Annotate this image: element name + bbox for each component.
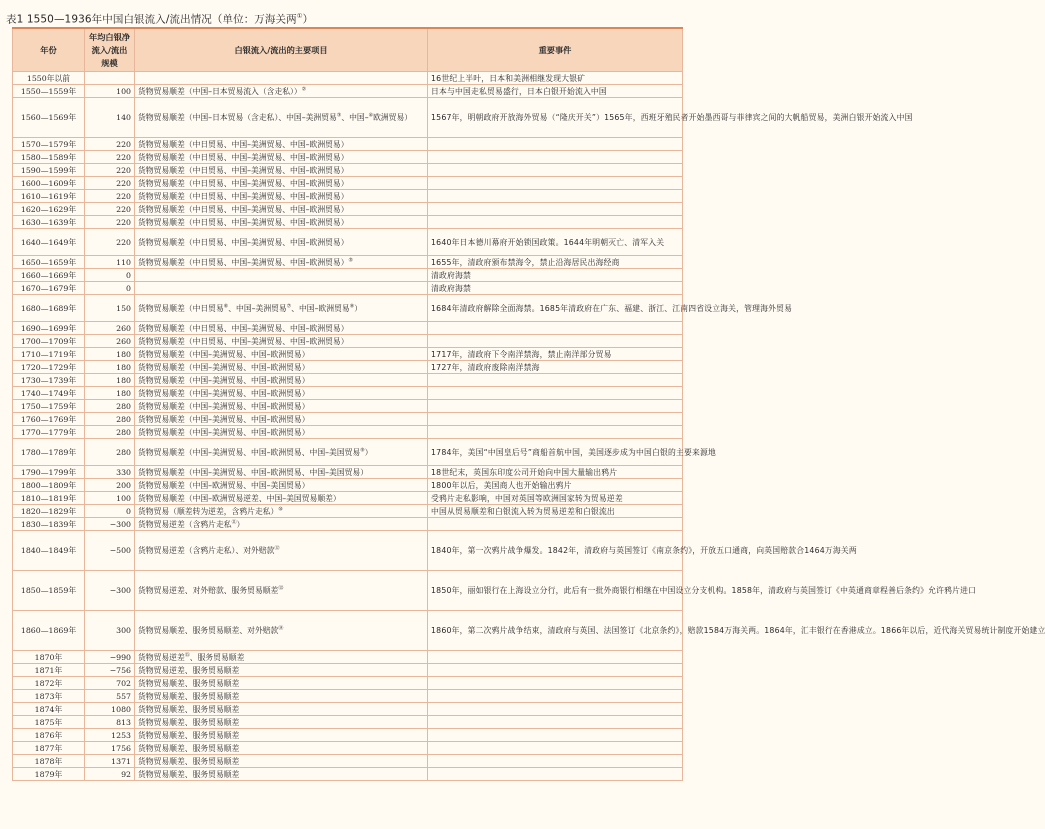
row-events <box>428 690 683 703</box>
row-events <box>428 151 683 164</box>
row-items: 货物贸易顺差、服务贸易顺差 <box>135 690 428 703</box>
row-events: 1800年以后，美国商人也开始输出鸦片 <box>428 479 683 492</box>
row-events <box>428 651 683 664</box>
row-year: 1610—1619年 <box>13 190 85 203</box>
row-year: 1872年 <box>13 677 85 690</box>
row-items-text: 、中国– <box>341 113 369 122</box>
row-items-text: ） <box>236 519 245 529</box>
row-year: 1590—1599年 <box>13 164 85 177</box>
row-flow-value: 180 <box>85 374 135 387</box>
row-items: 货物贸易顺差、服务贸易顺差 <box>135 677 428 690</box>
row-flow-value: 1080 <box>85 703 135 716</box>
row-events: 1640年日本德川幕府开始锁国政策。1644年明朝灭亡、清军入关 <box>428 229 683 256</box>
row-items: 货物贸易顺差、服务贸易顺差 <box>135 755 428 768</box>
table-row <box>13 203 683 216</box>
table-row <box>13 374 683 387</box>
footnote-mark: ⑩ <box>278 505 283 512</box>
table-row <box>13 216 683 229</box>
row-flow-value: 280 <box>85 400 135 413</box>
row-items: 货物贸易顺差、服务贸易顺差 <box>135 703 428 716</box>
footnote-mark: ⑮ <box>184 651 190 658</box>
row-flow-value: 557 <box>85 690 135 703</box>
table-row <box>13 335 683 348</box>
row-items: 货物贸易顺差（中国–美洲贸易、中国–欧洲贸易） <box>135 413 428 426</box>
row-items: 货物贸易顺差（中国–美洲贸易、中国–欧洲贸易） <box>135 348 428 361</box>
row-year: 1720—1729年 <box>13 361 85 374</box>
table-row <box>13 768 683 781</box>
row-items: 货物贸易顺差（中国–美洲贸易、中国–欧洲贸易） <box>135 387 428 400</box>
row-items <box>135 256 428 269</box>
row-year: 1770—1779年 <box>13 426 85 439</box>
footnote-mark: ⑭ <box>278 625 284 632</box>
row-year: 1876年 <box>13 729 85 742</box>
row-flow-value: 330 <box>85 466 135 479</box>
row-items <box>135 295 428 322</box>
table-row <box>13 361 683 374</box>
row-items: 货物贸易顺差（中日贸易、中国–美洲贸易、中国–欧洲贸易） <box>135 164 428 177</box>
row-flow-value: 180 <box>85 387 135 400</box>
table-caption <box>6 9 313 27</box>
row-events: 1850年，丽如银行在上海设立分行，此后有一批外商银行相继在中国设立分支机构。1858年，清政府与英国签订《中英通商章程善后条约》允许鸦片进口 <box>428 571 683 611</box>
table-row <box>13 611 683 651</box>
caption-close: ） <box>302 13 314 26</box>
footnote-mark: ⑥ <box>223 302 229 309</box>
row-items: 货物贸易顺差（中国–美洲贸易、中国–欧洲贸易） <box>135 374 428 387</box>
row-events <box>428 387 683 400</box>
row-items: 货物贸易顺差、服务贸易顺差 <box>135 716 428 729</box>
row-flow-value: −300 <box>85 571 135 611</box>
row-year: 1550—1559年 <box>13 85 85 98</box>
row-year: 1560—1569年 <box>13 98 85 138</box>
row-year: 1871年 <box>13 664 85 677</box>
row-events <box>428 729 683 742</box>
row-items: 货物贸易顺差、服务贸易顺差 <box>135 729 428 742</box>
row-year: 1570—1579年 <box>13 138 85 151</box>
table-row <box>13 716 683 729</box>
table-row <box>13 322 683 335</box>
row-flow-value: 220 <box>85 229 135 256</box>
row-year: 1790—1799年 <box>13 466 85 479</box>
row-year: 1640—1649年 <box>13 229 85 256</box>
row-events <box>428 203 683 216</box>
table-row <box>13 151 683 164</box>
row-year: 1820—1829年 <box>13 505 85 518</box>
footnote-mark: ⑧ <box>349 302 355 309</box>
row-year: 1850—1859年 <box>13 571 85 611</box>
row-events <box>428 664 683 677</box>
row-items-text: 货物贸易顺差（中国–日本贸易（含走私）、中国–美洲贸易 <box>138 113 337 122</box>
row-flow-value: 220 <box>85 164 135 177</box>
caption-text: 表1 1550—1936年中国白银流入/流出情况（单位：万海关两 <box>6 13 297 26</box>
row-flow-value: −500 <box>85 531 135 571</box>
footnote-mark: ⑬ <box>278 585 284 592</box>
row-flow-value: 220 <box>85 190 135 203</box>
row-year: 1730—1739年 <box>13 374 85 387</box>
row-flow-value: 1371 <box>85 755 135 768</box>
row-flow-value: 0 <box>85 282 135 295</box>
row-items: 货物贸易顺差、服务贸易顺差 <box>135 768 428 781</box>
row-events <box>428 742 683 755</box>
row-year: 1750—1759年 <box>13 400 85 413</box>
table-row <box>13 466 683 479</box>
row-events <box>428 755 683 768</box>
table-row <box>13 531 683 571</box>
row-items: 货物贸易顺差（中国–美洲贸易、中国–欧洲贸易） <box>135 400 428 413</box>
table-row <box>13 664 683 677</box>
row-items: 货物贸易顺差（中日贸易、中国–美洲贸易、中国–欧洲贸易） <box>135 138 428 151</box>
row-events: 1784年，美国“中国皇后号”商船首航中国，美国逐步成为中国白银的主要来源地 <box>428 439 683 466</box>
row-items-text: 货物贸易顺差（中日贸易、中国–美洲贸易、中国–欧洲贸易） <box>138 257 349 267</box>
row-events <box>428 190 683 203</box>
row-items <box>135 611 428 651</box>
row-items-text: 欧洲贸易 <box>373 113 405 122</box>
row-year: 1874年 <box>13 703 85 716</box>
footnote-mark: ⑨ <box>360 446 365 453</box>
row-events <box>428 518 683 531</box>
row-items: 货物贸易逆差、服务贸易顺差 <box>135 664 428 677</box>
table-row <box>13 348 683 361</box>
row-items-text: 货物贸易（顺差转为逆差，含鸦片走私） <box>138 506 279 516</box>
table-row <box>13 85 683 98</box>
row-items: 货物贸易顺差、服务贸易顺差 <box>135 742 428 755</box>
table-row <box>13 72 683 85</box>
row-flow-value: 180 <box>85 348 135 361</box>
caption-footnote-mark: ① <box>296 12 303 20</box>
row-flow-value: 220 <box>85 138 135 151</box>
row-year: 1780—1789年 <box>13 439 85 466</box>
row-items: 货物贸易顺差（中日贸易、中国–美洲贸易、中国–欧洲贸易） <box>135 216 428 229</box>
row-events: 1717年，清政府下令南洋禁海，禁止南洋部分贸易 <box>428 348 683 361</box>
row-year: 1650—1659年 <box>13 256 85 269</box>
header-row <box>13 28 683 72</box>
row-year: 1600—1609年 <box>13 177 85 190</box>
row-items <box>135 439 428 466</box>
row-year: 1740—1749年 <box>13 387 85 400</box>
table-row <box>13 742 683 755</box>
row-items: 货物贸易顺差（中日贸易、中国–美洲贸易、中国–欧洲贸易） <box>135 151 428 164</box>
table-row <box>13 677 683 690</box>
row-events: 受鸦片走私影响，中国对英国等欧洲国家转为贸易逆差 <box>428 492 683 505</box>
table-row <box>13 295 683 322</box>
row-events <box>428 677 683 690</box>
row-items-text: 货物贸易逆差、对外赔款、服务贸易顺差 <box>138 586 279 595</box>
row-events <box>428 164 683 177</box>
table-row <box>13 400 683 413</box>
row-events: 1655年，清政府颁布禁海令，禁止沿海居民出海经商 <box>428 256 683 269</box>
table-row <box>13 492 683 505</box>
row-flow-value: 1253 <box>85 729 135 742</box>
header-year: 年份 <box>13 28 85 72</box>
header-flow: 年均白银净流入/流出规模 <box>85 28 135 72</box>
row-year: 1660—1669年 <box>13 269 85 282</box>
row-flow-value: 260 <box>85 335 135 348</box>
row-events <box>428 177 683 190</box>
row-year: 1670—1679年 <box>13 282 85 295</box>
row-items-text: 、中国–美洲贸易 <box>228 303 287 313</box>
table-row <box>13 651 683 664</box>
table-row <box>13 703 683 716</box>
header-events: 重要事件 <box>428 28 683 72</box>
row-items: 货物贸易顺差（中日贸易、中国–美洲贸易、中国–欧洲贸易） <box>135 203 428 216</box>
table-row <box>13 755 683 768</box>
row-items-text: 货物贸易逆差 <box>138 652 185 662</box>
row-events <box>428 703 683 716</box>
row-items <box>135 505 428 518</box>
row-flow-value: 0 <box>85 269 135 282</box>
row-year: 1873年 <box>13 690 85 703</box>
row-items-text: 货物贸易逆差（含鸦片走私 <box>138 519 232 529</box>
row-events: 1860年，第二次鸦片战争结束，清政府与英国、法国签订《北京条约》，赔款1584万海关两。1864年，汇丰银行在香港成立。1866年以后，近代海关贸易统计制度开始建立 <box>428 611 683 651</box>
row-items-text: ） <box>354 303 362 313</box>
row-items: 货物贸易顺差（中日贸易、中国–美洲贸易、中国–欧洲贸易） <box>135 322 428 335</box>
row-events: 1840年，第一次鸦片战争爆发。1842年，清政府与英国签订《南京条约》，开放五口通商，向英国赔款合1464万海关两 <box>428 531 683 571</box>
row-items: 货物贸易顺差（中国–欧洲贸易逆差、中国–美国贸易顺差） <box>135 492 428 505</box>
row-events: 中国从贸易顺差和白银流入转为贸易逆差和白银流出 <box>428 505 683 518</box>
row-items <box>135 98 428 138</box>
row-events: 日本与中国走私贸易盛行，日本白银开始流入中国 <box>428 85 683 98</box>
row-items-text: 货物贸易顺差（中国–日本贸易流入（含走私）） <box>138 86 302 96</box>
row-year: 1810—1819年 <box>13 492 85 505</box>
row-flow-value: 220 <box>85 177 135 190</box>
row-events: 18世纪末，英国东印度公司开始向中国大量输出鸦片 <box>428 466 683 479</box>
header-items: 白银流入/流出的主要项目 <box>135 28 428 72</box>
row-items-text: 货物贸易逆差（含鸦片走私）、对外赔款 <box>138 546 275 555</box>
silver-flow-table <box>12 27 1045 781</box>
table-row <box>13 164 683 177</box>
row-flow-value: 220 <box>85 203 135 216</box>
table-row <box>13 98 683 138</box>
row-flow-value: 0 <box>85 505 135 518</box>
row-year: 1800—1809年 <box>13 479 85 492</box>
row-events <box>428 400 683 413</box>
table-row <box>13 229 683 256</box>
footnote-mark: ⑪ <box>231 518 237 525</box>
table-row <box>13 518 683 531</box>
table-row <box>13 439 683 466</box>
row-year: 1760—1769年 <box>13 413 85 426</box>
table-row <box>13 177 683 190</box>
row-flow-value: 140 <box>85 98 135 138</box>
row-year: 1550年以前 <box>13 72 85 85</box>
row-year: 1878年 <box>13 755 85 768</box>
row-events <box>428 426 683 439</box>
row-items-text: 货物贸易顺差（中日贸易 <box>138 303 224 313</box>
row-flow-value: 100 <box>85 85 135 98</box>
row-flow-value: 813 <box>85 716 135 729</box>
table-row <box>13 413 683 426</box>
row-year: 1680—1689年 <box>13 295 85 322</box>
row-items: 货物贸易顺差（中国–美洲贸易、中国–欧洲贸易、中国–美国贸易） <box>135 466 428 479</box>
row-items-text: 、服务贸易顺差 <box>189 652 245 662</box>
row-year: 1580—1589年 <box>13 151 85 164</box>
row-events: 清政府海禁 <box>428 282 683 295</box>
table-row <box>13 426 683 439</box>
row-year: 1875年 <box>13 716 85 729</box>
table-row <box>13 256 683 269</box>
row-items-text: ） <box>404 113 413 122</box>
table-row <box>13 571 683 611</box>
row-year: 1620—1629年 <box>13 203 85 216</box>
row-flow-value: 702 <box>85 677 135 690</box>
table-row <box>13 269 683 282</box>
row-year: 1690—1699年 <box>13 322 85 335</box>
row-flow-value: 280 <box>85 413 135 426</box>
row-items: 货物贸易顺差（中日贸易、中国–美洲贸易、中国–欧洲贸易） <box>135 335 428 348</box>
table-row <box>13 282 683 295</box>
row-items <box>135 651 428 664</box>
row-items <box>135 571 428 611</box>
footnote-mark: ⑤ <box>348 256 353 263</box>
row-year: 1840—1849年 <box>13 531 85 571</box>
row-flow-value: 260 <box>85 322 135 335</box>
row-items-text: 货物贸易顺差（中国–美洲贸易、中国–欧洲贸易、中国–美国贸易 <box>138 447 361 457</box>
row-events: 1567年，明朝政府开放海外贸易（“隆庆开关”）1565年，西班牙殖民者开始墨西哥与菲律宾之间的大帆船贸易，美洲白银开始流入中国 <box>428 98 683 138</box>
footnote-mark: ⑦ <box>286 302 292 309</box>
row-flow-value: −990 <box>85 651 135 664</box>
row-year: 1710—1719年 <box>13 348 85 361</box>
row-flow-value: −300 <box>85 518 135 531</box>
row-year: 1879年 <box>13 768 85 781</box>
row-year: 1630—1639年 <box>13 216 85 229</box>
row-flow-value: 100 <box>85 492 135 505</box>
row-flow-value: 150 <box>85 295 135 322</box>
row-items <box>135 72 428 85</box>
table-row <box>13 729 683 742</box>
row-items: 货物贸易顺差（中国–美洲贸易、中国–欧洲贸易） <box>135 361 428 374</box>
row-items-text: 货物贸易顺差、服务贸易顺差、对外赔款 <box>138 626 279 635</box>
row-items: 货物贸易顺差（中日贸易、中国–美洲贸易、中国–欧洲贸易） <box>135 177 428 190</box>
row-items: 货物贸易顺差（中国–欧洲贸易、中国–美国贸易） <box>135 479 428 492</box>
row-flow-value: 180 <box>85 361 135 374</box>
row-items <box>135 518 428 531</box>
row-flow-value: 1756 <box>85 742 135 755</box>
row-items <box>135 269 428 282</box>
row-items: 货物贸易顺差（中日贸易、中国–美洲贸易、中国–欧洲贸易） <box>135 190 428 203</box>
row-flow-value: 280 <box>85 439 135 466</box>
row-events <box>428 768 683 781</box>
row-flow-value: 300 <box>85 611 135 651</box>
row-flow-value: 200 <box>85 479 135 492</box>
row-flow-value: 110 <box>85 256 135 269</box>
row-events: 16世纪上半叶，日本和美洲相继发现大银矿 <box>428 72 683 85</box>
row-year: 1830—1839年 <box>13 518 85 531</box>
row-flow-value: 220 <box>85 216 135 229</box>
row-events: 1684年清政府解除全面海禁。1685年清政府在广东、福建、浙江、江南四省设立海关，管理海外贸易 <box>428 295 683 322</box>
row-year: 1877年 <box>13 742 85 755</box>
table-row <box>13 479 683 492</box>
row-flow-value: 220 <box>85 151 135 164</box>
row-items-text: ） <box>364 447 373 457</box>
row-items <box>135 85 428 98</box>
footnote-mark: ③ <box>336 112 342 119</box>
row-flow-value: −756 <box>85 664 135 677</box>
row-events: 清政府海禁 <box>428 269 683 282</box>
row-events <box>428 716 683 729</box>
table-row <box>13 190 683 203</box>
table-row <box>13 387 683 400</box>
row-events <box>428 413 683 426</box>
row-items <box>135 282 428 295</box>
row-flow-value <box>85 72 135 85</box>
row-items-text: 、中国–欧洲贸易 <box>291 303 350 313</box>
row-items <box>135 531 428 571</box>
row-events: 1727年，清政府废除南洋禁海 <box>428 361 683 374</box>
row-flow-value: 92 <box>85 768 135 781</box>
footnote-mark: ② <box>301 85 307 92</box>
row-items: 货物贸易顺差（中日贸易、中国–美洲贸易、中国–欧洲贸易） <box>135 229 428 256</box>
row-events <box>428 216 683 229</box>
row-year: 1870年 <box>13 651 85 664</box>
row-flow-value: 280 <box>85 426 135 439</box>
table-row <box>13 138 683 151</box>
row-items: 货物贸易顺差（中国–美洲贸易、中国–欧洲贸易） <box>135 426 428 439</box>
footnote-mark: ⑫ <box>274 545 280 552</box>
row-events <box>428 138 683 151</box>
row-events <box>428 335 683 348</box>
table-row <box>13 505 683 518</box>
row-events <box>428 322 683 335</box>
row-year: 1700—1709年 <box>13 335 85 348</box>
row-year: 1860—1869年 <box>13 611 85 651</box>
table-body <box>13 72 1045 781</box>
table-row <box>13 690 683 703</box>
footnote-mark: ④ <box>368 112 374 119</box>
row-events <box>428 374 683 387</box>
